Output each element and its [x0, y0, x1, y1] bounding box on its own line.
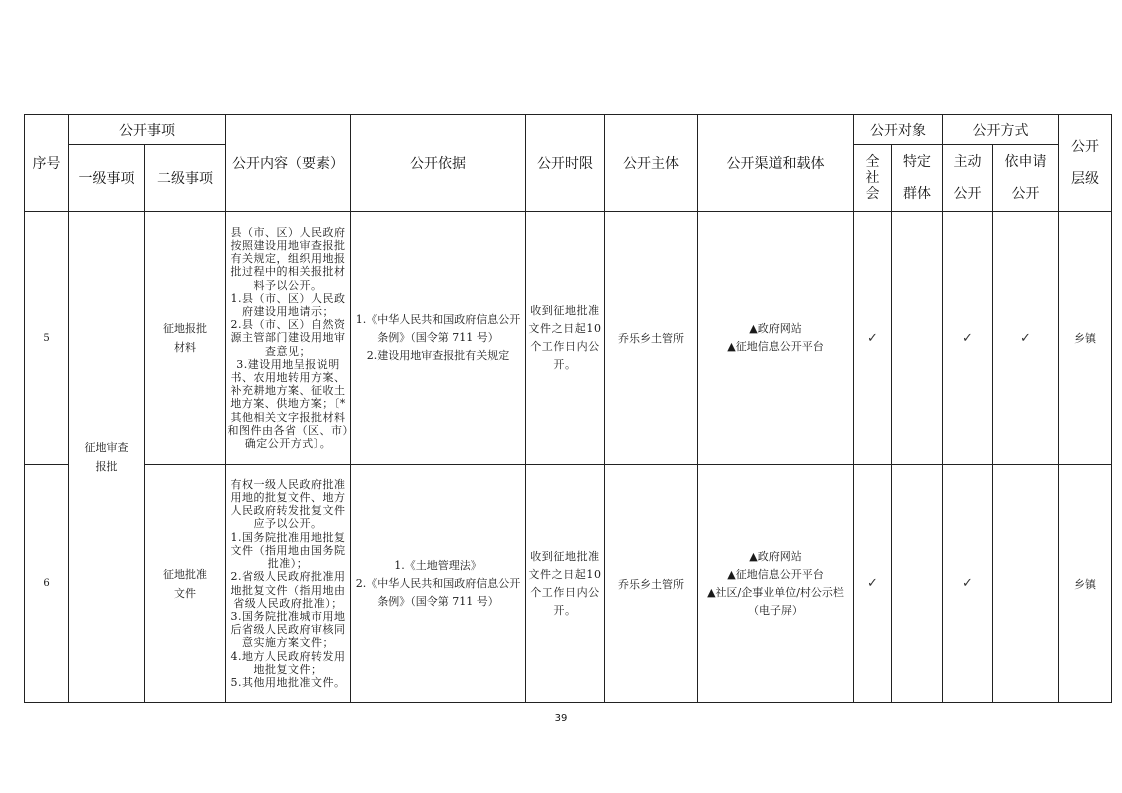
- row-subject: 乔乐乡土管所: [605, 212, 698, 465]
- row-time-limit: 收到征地批准文件之日起10个工作日内公开。: [526, 212, 605, 465]
- table-row: [25, 465, 1112, 703]
- row-content: 有权一级人民政府批准用地的批复文件、地方人民政府转发批复文件应予以公开。 1.国务院批准用地批复文件（指用地由国务院批准）； 2.省级人民政府批准用地批复文件（指用地由省级人民政府批准）； 3.国务院批准城市用地后省级人民政府审核同意实施方案文件； 4.地方人民政府转发用地批复文件； 5.其他用地批准文件。: [226, 465, 351, 703]
- header-subject: 公开主体: [605, 115, 698, 212]
- row-seq: 5: [25, 212, 69, 465]
- row-seq: 6: [25, 465, 69, 703]
- row-basis: 1.《中华人民共和国政府信息公开条例》（国令第 711 号） 2.建设用地审查报批有关规定: [351, 212, 526, 465]
- header-row-1: [25, 115, 1112, 145]
- header-target-specific: 特定群体: [892, 145, 943, 212]
- header-target: 公开对象: [854, 115, 943, 145]
- row-level2: 征地报批材料: [145, 212, 226, 465]
- row-level: 乡镇: [1059, 212, 1112, 465]
- row-time-limit: 收到征地批准文件之日起10个工作日内公开。: [526, 465, 605, 703]
- page-number: 39: [554, 713, 568, 724]
- row-method-apply: [993, 465, 1059, 703]
- row-target-all-check-icon: ✓: [854, 465, 892, 703]
- row-content: 县（市、区）人民政府按照建设用地审查报批有关规定，组织用地报批过程中的相关报批材料予以公开。 1.县（市、区）人民政府建设用地请示； 2.县（市、区）自然资源主管部门建设用地审查意见； 3.建设用地呈报说明书、农用地转用方案、补充耕地方案、征收土地方案、供地方案；〔*其他相关文字报批材料和图件由各省（区、市）确定公开方式〕。: [226, 212, 351, 465]
- row-method-active-check-icon: ✓: [943, 212, 993, 465]
- header-level1: 一级事项: [69, 145, 145, 212]
- disclosure-table: [24, 114, 1112, 703]
- header-method-apply: 依申请公开: [993, 145, 1059, 212]
- header-target-all: 全社会: [854, 145, 892, 212]
- row-target-all-check-icon: ✓: [854, 212, 892, 465]
- header-method: 公开方式: [943, 115, 1059, 145]
- row-method-active-check-icon: ✓: [943, 465, 993, 703]
- row-method-apply-check-icon: ✓: [993, 212, 1059, 465]
- row-channels: ▲政府网站 ▲征地信息公开平台: [698, 212, 854, 465]
- row-basis: 1.《土地管理法》 2.《中华人民共和国政府信息公开条例》（国令第 711 号）: [351, 465, 526, 703]
- header-level2: 二级事项: [145, 145, 226, 212]
- row-target-specific: [892, 465, 943, 703]
- header-content: 公开内容（要素）: [226, 115, 351, 212]
- table-row: [25, 212, 1112, 465]
- header-channels: 公开渠道和载体: [698, 115, 854, 212]
- header-basis: 公开依据: [351, 115, 526, 212]
- row-level2: 征地批准文件: [145, 465, 226, 703]
- header-public-items: 公开事项: [69, 115, 226, 145]
- row-channels: ▲政府网站 ▲征地信息公开平台 ▲社区/企事业单位/村公示栏（电子屏）: [698, 465, 854, 703]
- header-time-limit: 公开时限: [526, 115, 605, 212]
- row-subject: 乔乐乡土管所: [605, 465, 698, 703]
- header-method-active: 主动公开: [943, 145, 993, 212]
- row-target-specific: [892, 212, 943, 465]
- header-level: 公开层级: [1059, 115, 1112, 212]
- row-level1: 征地审查报批: [69, 212, 145, 703]
- row-level: 乡镇: [1059, 465, 1112, 703]
- header-seq: 序号: [25, 115, 69, 212]
